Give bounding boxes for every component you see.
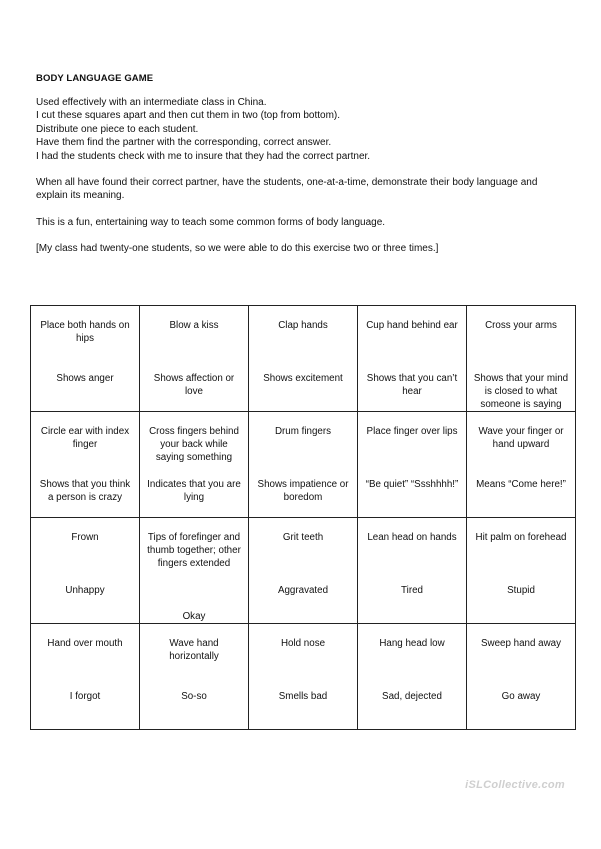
grid-cell <box>31 306 140 412</box>
paragraph-demonstrate: When all have found their correct partner, have the students, one-at-a-time, demonstrate their body language and explain its meaning. <box>36 177 538 202</box>
body-language-grid <box>30 305 576 730</box>
cell-action: Cross fingers behind your back while saying something <box>149 426 239 464</box>
grid-cell <box>358 412 467 518</box>
cell-meaning: Okay <box>182 611 206 622</box>
cell-action: Wave your finger or hand upward <box>478 426 564 451</box>
watermark: iSLCollective.com <box>465 779 565 791</box>
grid-cell <box>249 624 358 730</box>
page-title: BODY LANGUAGE GAME <box>36 73 154 84</box>
grid-cell <box>467 412 576 518</box>
cell-action: Blow a kiss <box>169 320 219 331</box>
cell-action: Cup hand behind ear <box>366 320 458 331</box>
grid-cell <box>467 306 576 412</box>
grid-cell <box>358 624 467 730</box>
grid-cell <box>31 624 140 730</box>
instruction-line: Distribute one piece to each student. <box>36 123 199 135</box>
instruction-line: Have them find the partner with the corresponding, correct answer. <box>36 137 332 149</box>
cell-action: Wave hand horizontally <box>169 638 219 663</box>
grid-row <box>31 306 576 412</box>
cell-action: Sweep hand away <box>480 638 562 649</box>
grid-cell <box>249 518 358 624</box>
grid-cell <box>140 306 249 412</box>
cell-meaning: So-so <box>181 691 207 702</box>
instruction-line: I had the students check with me to insure that they had the correct partner. <box>36 150 371 162</box>
cell-meaning: Shows that you can’t hear <box>366 373 458 398</box>
instruction-line: I cut these squares apart and then cut them in two (top from bottom). <box>36 110 341 122</box>
cell-meaning: Shows impatience or boredom <box>257 479 349 504</box>
cell-meaning: Sad, dejected <box>382 691 442 702</box>
paragraph-fun: This is a fun, entertaining way to teach some common forms of body language. <box>36 217 386 228</box>
cell-meaning: Aggravated <box>277 585 329 596</box>
cell-meaning: Means “Come here!” <box>476 479 566 490</box>
cell-action: Cross your arms <box>485 320 557 331</box>
grid-cell <box>31 518 140 624</box>
cell-action: Place finger over lips <box>366 426 458 437</box>
grid-cell <box>140 412 249 518</box>
paragraph-class-note: [My class had twenty-one students, so we were able to do this exercise two or three times.] <box>36 243 439 254</box>
cell-meaning: Shows that you think a person is crazy <box>39 479 131 504</box>
cell-action: Lean head on hands <box>367 532 457 543</box>
cell-meaning: I forgot <box>69 691 101 702</box>
cell-meaning: Shows that your mind is closed to what someone is saying <box>473 373 569 411</box>
cell-meaning: Stupid <box>507 585 535 596</box>
grid-cell <box>358 306 467 412</box>
grid-row <box>31 518 576 624</box>
cell-meaning: Shows anger <box>56 373 114 384</box>
cell-action: Hit palm on forehead <box>475 532 567 543</box>
cell-meaning: “Be quiet” “Ssshhhh!” <box>365 479 459 490</box>
grid-cell <box>467 624 576 730</box>
cell-action: Hold nose <box>280 638 326 649</box>
grid-cell <box>140 518 249 624</box>
grid-cell <box>249 412 358 518</box>
grid-cell <box>467 518 576 624</box>
cell-meaning: Shows affection or love <box>153 373 235 398</box>
cell-meaning: Tired <box>401 585 423 596</box>
grid-cell <box>140 624 249 730</box>
instruction-line: Used effectively with an intermediate class in China. <box>36 97 267 108</box>
cell-action: Tips of forefinger and thumb together; other fingers extended <box>147 532 241 570</box>
cell-meaning: Indicates that you are lying <box>147 479 241 504</box>
cell-meaning: Shows excitement <box>263 373 343 384</box>
cell-action: Frown <box>71 532 99 543</box>
grid-cell <box>249 306 358 412</box>
cell-action: Hand over mouth <box>47 638 123 649</box>
grid-row <box>31 624 576 730</box>
cell-action: Circle ear with index finger <box>40 426 130 451</box>
grid-cell <box>31 412 140 518</box>
cell-action: Clap hands <box>278 320 328 331</box>
cell-meaning: Smells bad <box>278 691 328 702</box>
cell-action: Grit teeth <box>282 532 324 543</box>
grid-row <box>31 412 576 518</box>
cell-action: Drum fingers <box>274 426 332 437</box>
cell-meaning: Go away <box>501 691 541 702</box>
cell-action: Place both hands on hips <box>40 320 130 345</box>
cell-meaning: Unhappy <box>65 585 105 596</box>
instructions <box>36 96 566 163</box>
cell-action: Hang head low <box>379 638 445 649</box>
grid-cell <box>358 518 467 624</box>
